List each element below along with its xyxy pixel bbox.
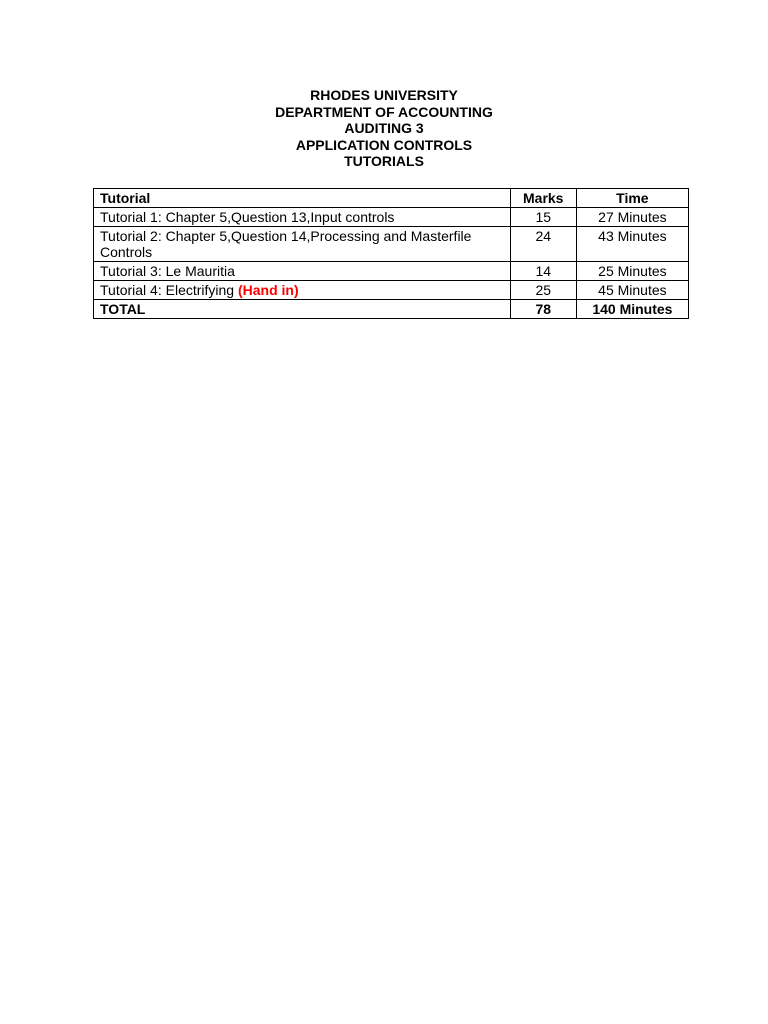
column-header-tutorial: Tutorial (94, 189, 511, 208)
table-row (94, 281, 689, 300)
column-header-marks: Marks (510, 189, 576, 208)
course-name: AUDITING 3 (344, 120, 424, 137)
marks-cell: 15 (510, 208, 576, 227)
marks-cell: 25 (510, 281, 576, 300)
total-marks: 78 (510, 300, 576, 319)
document-heading (0, 87, 768, 170)
time-cell: 43 Minutes (576, 227, 688, 262)
total-row (94, 300, 689, 319)
tutorial-cell: Tutorial 2: Chapter 5,Question 14,Processing and Masterfile Controls (94, 227, 511, 262)
document-title: TUTORIALS (344, 153, 424, 170)
column-header-time: Time (576, 189, 688, 208)
total-time: 140 Minutes (576, 300, 688, 319)
table-row (94, 227, 689, 262)
marks-cell: 14 (510, 262, 576, 281)
table-row (94, 208, 689, 227)
tutorial-cell: Tutorial 1: Chapter 5,Question 13,Input controls (94, 208, 511, 227)
tutorial-cell: Tutorial 3: Le Mauritia (94, 262, 511, 281)
department-name: DEPARTMENT OF ACCOUNTING (275, 103, 493, 120)
tutorial-label: Tutorial 4: Electrifying (100, 282, 238, 298)
topic-name: APPLICATION CONTROLS (295, 136, 473, 153)
time-cell: 25 Minutes (576, 262, 688, 281)
table-header-row (94, 189, 689, 208)
table-row (94, 262, 689, 281)
hand-in-note: (Hand in) (237, 282, 299, 298)
tutorial-cell (94, 281, 511, 300)
university-name: RHODES UNIVERSITY (310, 87, 458, 103)
time-cell: 27 Minutes (576, 208, 688, 227)
tutorials-table (93, 188, 689, 319)
time-cell: 45 Minutes (576, 281, 688, 300)
total-label: TOTAL (94, 300, 511, 319)
marks-cell: 24 (510, 227, 576, 262)
